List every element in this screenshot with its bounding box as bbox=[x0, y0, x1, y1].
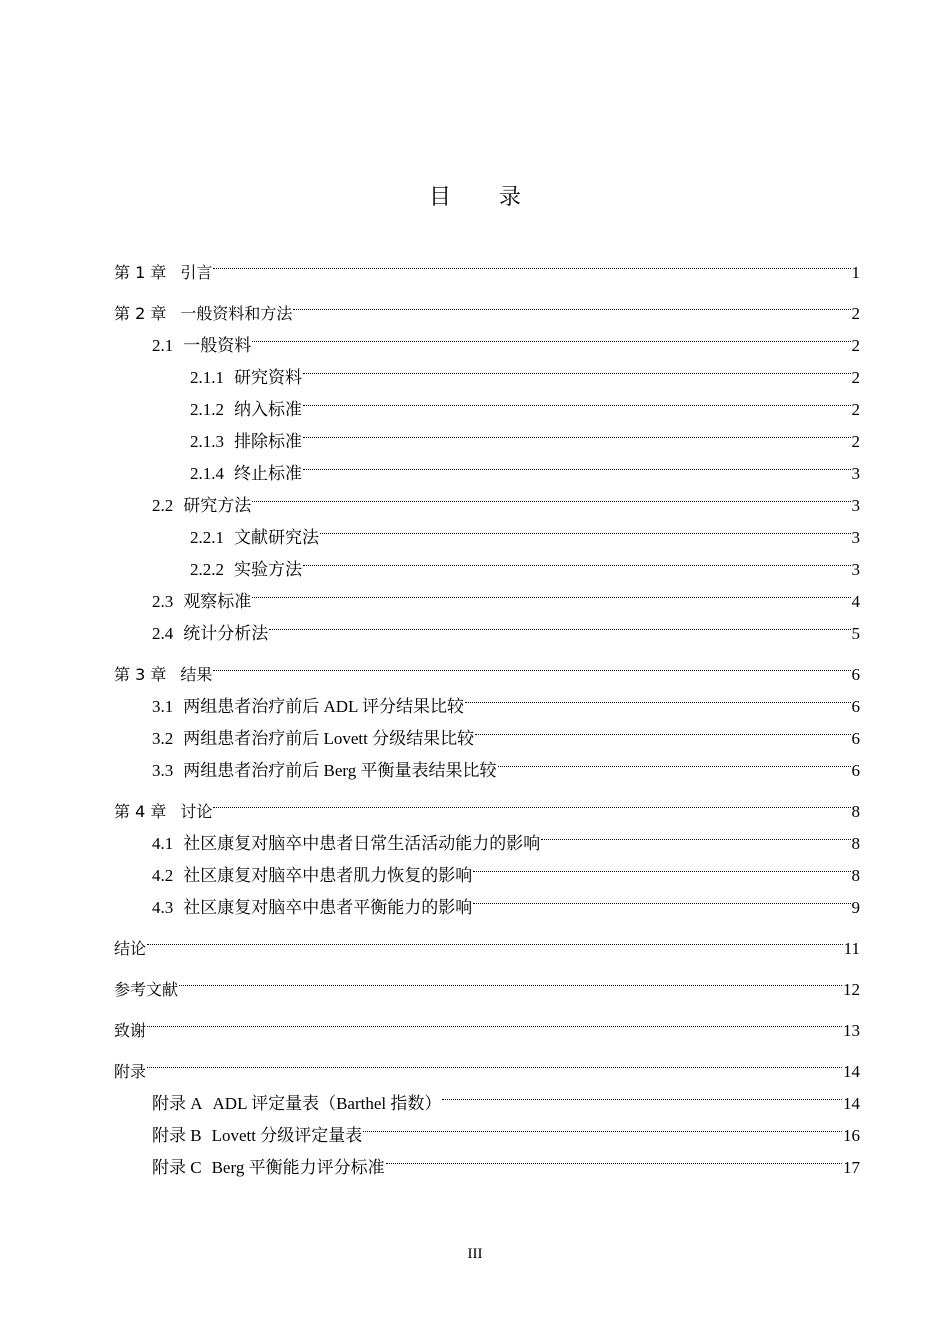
toc-entry[interactable] bbox=[114, 785, 860, 821]
toc-dot-leader bbox=[303, 351, 851, 383]
toc-entry-title: 引言 bbox=[180, 263, 213, 282]
toc-entry-page: 16 bbox=[843, 1126, 860, 1145]
toc-dot-leader bbox=[269, 607, 850, 639]
toc-dot-leader bbox=[147, 1004, 842, 1036]
toc-entry[interactable] bbox=[114, 287, 860, 323]
toc-entry-title: 排除标准 bbox=[234, 432, 302, 451]
toc-dot-leader bbox=[293, 287, 850, 319]
toc-entry-number: 第 1 章 bbox=[114, 263, 167, 282]
toc-entry[interactable] bbox=[114, 1077, 860, 1113]
toc-entry[interactable] bbox=[114, 680, 860, 716]
toc-entry-title: 结论 bbox=[114, 939, 147, 958]
page-title bbox=[0, 180, 950, 211]
toc-entry-title: 终止标准 bbox=[234, 464, 302, 483]
toc-entry[interactable] bbox=[114, 922, 860, 958]
toc-entry-page: 5 bbox=[851, 624, 860, 643]
toc-dot-leader bbox=[386, 1141, 842, 1173]
toc-dot-leader bbox=[473, 849, 850, 881]
toc-dot-leader bbox=[303, 543, 851, 575]
toc-entry-number: 2.2.1 bbox=[190, 528, 224, 547]
toc-entry-page: 9 bbox=[851, 898, 860, 917]
toc-entry-page: 3 bbox=[851, 496, 860, 515]
toc-entry-title: 研究资料 bbox=[234, 368, 302, 387]
toc-dot-leader bbox=[179, 963, 842, 995]
toc-entry-title: 统计分析法 bbox=[183, 624, 269, 643]
toc-entry-label bbox=[152, 723, 474, 755]
toc-entry-page: 6 bbox=[851, 697, 860, 716]
toc-entry-title: 社区康复对脑卒中患者日常生活活动能力的影响 bbox=[183, 834, 541, 853]
toc-entry-title: 社区康复对脑卒中患者肌力恢复的影响 bbox=[183, 866, 473, 885]
toc-entry-label bbox=[190, 426, 302, 458]
toc-dot-leader bbox=[498, 744, 851, 776]
toc-dot-leader bbox=[442, 1077, 842, 1109]
toc-entry-page: 3 bbox=[851, 528, 860, 547]
toc-entry-number: 3.2 bbox=[152, 729, 174, 748]
toc-entry-page: 14 bbox=[843, 1094, 860, 1113]
toc-entry-page: 2 bbox=[851, 368, 860, 387]
toc-entry-title: 一般资料和方法 bbox=[180, 304, 293, 323]
toc-entry-title: 一般资料 bbox=[183, 336, 252, 355]
page-title-char-2: 录 bbox=[499, 184, 522, 209]
toc-entry-number: 2.2 bbox=[152, 496, 174, 515]
toc-entry-title: 研究方法 bbox=[183, 496, 252, 515]
toc-entry-number: 3.1 bbox=[152, 697, 174, 716]
toc-entry-number: 3.3 bbox=[152, 761, 174, 780]
toc-entry-label bbox=[152, 618, 268, 650]
toc-dot-leader bbox=[213, 648, 850, 680]
toc-entry-page: 2 bbox=[851, 432, 860, 451]
toc-dot-leader bbox=[473, 881, 850, 913]
toc-dot-leader bbox=[303, 415, 851, 447]
toc-entry-page: 17 bbox=[843, 1158, 860, 1177]
toc-entry-label bbox=[190, 362, 302, 394]
toc-entry-title: Berg 平衡能力评分标准 bbox=[211, 1158, 385, 1177]
toc-entry-title: ADL 评定量表（Barthel 指数） bbox=[212, 1094, 442, 1113]
toc-entry-number: 附录 B bbox=[152, 1126, 202, 1145]
toc-entry-label bbox=[152, 691, 464, 723]
toc-entry-page: 12 bbox=[843, 980, 860, 999]
toc-entry-title: 讨论 bbox=[180, 802, 213, 821]
toc-dot-leader bbox=[363, 1109, 842, 1141]
toc-entry-label bbox=[152, 755, 497, 787]
toc-dot-leader bbox=[252, 575, 850, 607]
toc-entry-number: 2.1.3 bbox=[190, 432, 224, 451]
toc-entry-label bbox=[114, 659, 212, 691]
toc-dot-leader bbox=[252, 479, 850, 511]
toc-entry-page: 8 bbox=[851, 866, 860, 885]
toc-entry-label bbox=[152, 490, 251, 522]
toc-entry-label bbox=[114, 1015, 146, 1047]
toc-entry-page: 6 bbox=[851, 665, 860, 684]
toc-entry[interactable] bbox=[114, 246, 860, 282]
toc-dot-leader bbox=[213, 246, 850, 278]
toc-entry-title: 两组患者治疗前后 Berg 平衡量表结果比较 bbox=[183, 761, 497, 780]
toc-entry-label bbox=[152, 892, 472, 924]
toc-entry-page: 2 bbox=[851, 304, 860, 323]
table-of-contents bbox=[114, 246, 860, 1177]
toc-dot-leader bbox=[541, 817, 850, 849]
toc-entry-label bbox=[190, 522, 319, 554]
toc-entry-title: Lovett 分级评定量表 bbox=[211, 1126, 363, 1145]
toc-entry-label bbox=[114, 974, 178, 1006]
toc-entry-title: 社区康复对脑卒中患者平衡能力的影响 bbox=[183, 898, 473, 917]
toc-entry[interactable] bbox=[114, 817, 860, 853]
toc-entry-label bbox=[152, 1120, 362, 1152]
toc-entry-page: 3 bbox=[851, 464, 860, 483]
toc-entry-label bbox=[152, 586, 251, 618]
toc-entry-page: 3 bbox=[851, 560, 860, 579]
toc-entry-title: 致谢 bbox=[114, 1021, 147, 1040]
toc-entry-label bbox=[152, 1152, 385, 1184]
toc-entry-page: 2 bbox=[851, 400, 860, 419]
toc-entry-number: 附录 A bbox=[152, 1094, 203, 1113]
toc-entry-title: 纳入标准 bbox=[234, 400, 302, 419]
toc-entry[interactable] bbox=[114, 648, 860, 684]
toc-entry-number: 2.1.2 bbox=[190, 400, 224, 419]
toc-dot-leader bbox=[303, 447, 851, 479]
page-number: III bbox=[467, 1246, 483, 1262]
toc-entry-number: 第 3 章 bbox=[114, 665, 167, 684]
toc-entry-title: 观察标准 bbox=[183, 592, 252, 611]
toc-entry-label bbox=[114, 933, 146, 965]
toc-entry-title: 参考文献 bbox=[114, 980, 179, 999]
toc-entry-label bbox=[190, 394, 302, 426]
toc-entry-page: 8 bbox=[851, 802, 860, 821]
toc-entry-label bbox=[114, 257, 212, 289]
toc-entry[interactable] bbox=[114, 963, 860, 999]
toc-entry-number: 2.1 bbox=[152, 336, 174, 355]
toc-entry-number: 4.1 bbox=[152, 834, 174, 853]
toc-entry-page: 8 bbox=[851, 834, 860, 853]
page-title-char-1: 目 bbox=[428, 184, 451, 209]
toc-entry-number: 4.3 bbox=[152, 898, 174, 917]
toc-entry[interactable] bbox=[114, 1004, 860, 1040]
toc-dot-leader bbox=[475, 712, 850, 744]
toc-entry-page: 13 bbox=[843, 1021, 860, 1040]
toc-entry-number: 2.3 bbox=[152, 592, 174, 611]
toc-entry-page: 6 bbox=[851, 761, 860, 780]
toc-entry-number: 2.1.4 bbox=[190, 464, 224, 483]
toc-dot-leader bbox=[147, 922, 843, 954]
toc-entry-page: 14 bbox=[843, 1062, 860, 1081]
toc-entry-number: 附录 C bbox=[152, 1158, 202, 1177]
toc-entry-number: 第 4 章 bbox=[114, 802, 167, 821]
toc-entry-page: 11 bbox=[843, 939, 860, 958]
toc-entry-title: 结果 bbox=[180, 665, 213, 684]
toc-dot-leader bbox=[320, 511, 851, 543]
toc-entry[interactable] bbox=[114, 1045, 860, 1081]
toc-dot-leader bbox=[465, 680, 850, 712]
toc-entry-number: 4.2 bbox=[152, 866, 174, 885]
toc-entry-page: 2 bbox=[851, 336, 860, 355]
toc-dot-leader bbox=[213, 785, 850, 817]
toc-entry-page: 6 bbox=[851, 729, 860, 748]
toc-dot-leader bbox=[303, 383, 851, 415]
toc-entry-title: 实验方法 bbox=[234, 560, 302, 579]
toc-entry-title: 两组患者治疗前后 ADL 评分结果比较 bbox=[183, 697, 465, 716]
toc-entry-label bbox=[152, 330, 251, 362]
toc-entry-label bbox=[114, 1056, 146, 1088]
toc-entry-label bbox=[152, 860, 472, 892]
toc-dot-leader bbox=[252, 319, 850, 351]
toc-entry-number: 2.2.2 bbox=[190, 560, 224, 579]
toc-dot-leader bbox=[147, 1045, 842, 1077]
toc-entry-number: 2.1.1 bbox=[190, 368, 224, 387]
toc-entry-title: 两组患者治疗前后 Lovett 分级结果比较 bbox=[183, 729, 475, 748]
toc-entry-number: 2.4 bbox=[152, 624, 174, 643]
toc-entry-page: 4 bbox=[851, 592, 860, 611]
toc-entry-number: 第 2 章 bbox=[114, 304, 167, 323]
toc-entry-label bbox=[114, 796, 212, 828]
toc-entry-title: 附录 bbox=[114, 1062, 147, 1081]
toc-entry-title: 文献研究法 bbox=[234, 528, 319, 547]
toc-entry-page: 1 bbox=[851, 263, 860, 282]
